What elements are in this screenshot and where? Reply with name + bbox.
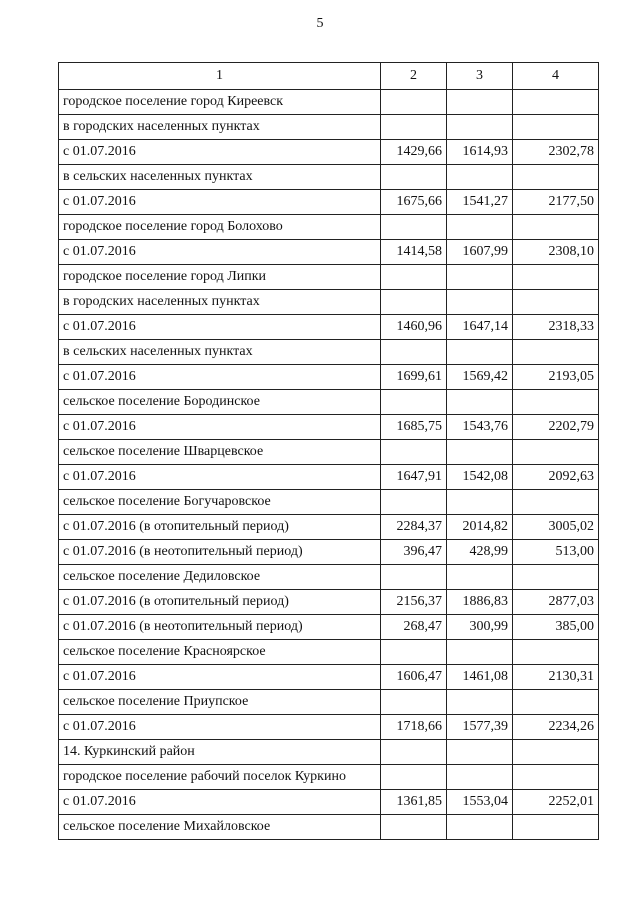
row-label-cell: с 01.07.2016 xyxy=(59,790,381,815)
value-cell-col4: 2252,01 xyxy=(513,790,599,815)
page-number: 5 xyxy=(316,16,324,31)
value-cell-col4 xyxy=(513,440,599,465)
value-cell-col4 xyxy=(513,340,599,365)
table-row xyxy=(59,215,599,240)
value-cell-col3: 1542,08 xyxy=(447,465,513,490)
value-cell-col4: 2092,63 xyxy=(513,465,599,490)
value-cell-col4 xyxy=(513,115,599,140)
row-label-cell: с 01.07.2016 xyxy=(59,315,381,340)
value-cell-col4 xyxy=(513,290,599,315)
row-label-cell: сельское поселение Красноярское xyxy=(59,640,381,665)
row-label-cell: с 01.07.2016 xyxy=(59,190,381,215)
value-cell-col3 xyxy=(447,215,513,240)
value-cell-col2: 1414,58 xyxy=(381,240,447,265)
value-cell-col4: 385,00 xyxy=(513,615,599,640)
table-row xyxy=(59,565,599,590)
value-cell-col4 xyxy=(513,740,599,765)
row-label-cell: городское поселение город Болохово xyxy=(59,215,381,240)
table-row xyxy=(59,265,599,290)
value-cell-col4: 2130,31 xyxy=(513,665,599,690)
value-cell-col2 xyxy=(381,765,447,790)
row-label-cell: с 01.07.2016 (в неотопительный период) xyxy=(59,540,381,565)
value-cell-col3 xyxy=(447,265,513,290)
value-cell-col2: 1718,66 xyxy=(381,715,447,740)
row-label-cell: городское поселение город Киреевск xyxy=(59,90,381,115)
row-label-cell: сельское поселение Богучаровское xyxy=(59,490,381,515)
value-cell-col2 xyxy=(381,815,447,840)
table-row xyxy=(59,765,599,790)
value-cell-col4 xyxy=(513,490,599,515)
table-row xyxy=(59,165,599,190)
value-cell-col2 xyxy=(381,290,447,315)
row-label-cell: сельское поселение Михайловское xyxy=(59,815,381,840)
table-row xyxy=(59,440,599,465)
tariff-table xyxy=(58,62,599,840)
table-row xyxy=(59,140,599,165)
value-cell-col2 xyxy=(381,215,447,240)
value-cell-col2: 1429,66 xyxy=(381,140,447,165)
value-cell-col3: 1614,93 xyxy=(447,140,513,165)
value-cell-col4: 513,00 xyxy=(513,540,599,565)
value-cell-col4: 2302,78 xyxy=(513,140,599,165)
value-cell-col2: 396,47 xyxy=(381,540,447,565)
row-label-cell: с 01.07.2016 xyxy=(59,365,381,390)
value-cell-col3: 300,99 xyxy=(447,615,513,640)
table-row xyxy=(59,540,599,565)
value-cell-col4 xyxy=(513,215,599,240)
value-cell-col4 xyxy=(513,265,599,290)
table-row xyxy=(59,290,599,315)
table-row xyxy=(59,415,599,440)
value-cell-col3: 1541,27 xyxy=(447,190,513,215)
table-row xyxy=(59,90,599,115)
value-cell-col2 xyxy=(381,565,447,590)
value-cell-col3: 428,99 xyxy=(447,540,513,565)
column-header-1: 1 xyxy=(59,63,381,90)
value-cell-col3 xyxy=(447,740,513,765)
row-label-cell: с 01.07.2016 xyxy=(59,465,381,490)
value-cell-col3: 1461,08 xyxy=(447,665,513,690)
value-cell-col4: 2177,50 xyxy=(513,190,599,215)
value-cell-col3 xyxy=(447,640,513,665)
row-label-cell: в сельских населенных пунктах xyxy=(59,340,381,365)
row-label-cell: в городских населенных пунктах xyxy=(59,290,381,315)
row-label-cell: с 01.07.2016 (в отопительный период) xyxy=(59,515,381,540)
value-cell-col2 xyxy=(381,340,447,365)
table-row xyxy=(59,115,599,140)
value-cell-col4 xyxy=(513,165,599,190)
value-cell-col3: 1647,14 xyxy=(447,315,513,340)
value-cell-col3 xyxy=(447,165,513,190)
table-row xyxy=(59,465,599,490)
row-label-cell: с 01.07.2016 xyxy=(59,665,381,690)
value-cell-col3: 2014,82 xyxy=(447,515,513,540)
table-row xyxy=(59,365,599,390)
table-body xyxy=(59,90,599,840)
value-cell-col2 xyxy=(381,740,447,765)
column-header-4: 4 xyxy=(513,63,599,90)
row-label-cell: городское поселение рабочий поселок Куркино xyxy=(59,765,381,790)
value-cell-col4 xyxy=(513,690,599,715)
value-cell-col2: 1361,85 xyxy=(381,790,447,815)
table-row xyxy=(59,390,599,415)
value-cell-col3 xyxy=(447,290,513,315)
value-cell-col2 xyxy=(381,115,447,140)
table-row xyxy=(59,340,599,365)
row-label-cell: сельское поселение Дедиловское xyxy=(59,565,381,590)
value-cell-col2: 1675,66 xyxy=(381,190,447,215)
value-cell-col2 xyxy=(381,390,447,415)
value-cell-col3 xyxy=(447,815,513,840)
table-row xyxy=(59,665,599,690)
table-row xyxy=(59,815,599,840)
value-cell-col3: 1553,04 xyxy=(447,790,513,815)
table-row xyxy=(59,490,599,515)
table-row xyxy=(59,515,599,540)
value-cell-col2 xyxy=(381,165,447,190)
value-cell-col2: 268,47 xyxy=(381,615,447,640)
table-row xyxy=(59,740,599,765)
value-cell-col4 xyxy=(513,765,599,790)
row-label-cell: с 01.07.2016 xyxy=(59,240,381,265)
table-row xyxy=(59,190,599,215)
value-cell-col4: 2877,03 xyxy=(513,590,599,615)
row-label-cell: с 01.07.2016 (в неотопительный период) xyxy=(59,615,381,640)
table-row xyxy=(59,790,599,815)
table-row xyxy=(59,615,599,640)
value-cell-col3 xyxy=(447,340,513,365)
value-cell-col4: 3005,02 xyxy=(513,515,599,540)
value-cell-col3: 1543,76 xyxy=(447,415,513,440)
table-row xyxy=(59,640,599,665)
value-cell-col3: 1569,42 xyxy=(447,365,513,390)
value-cell-col2: 1460,96 xyxy=(381,315,447,340)
row-label-cell: городское поселение город Липки xyxy=(59,265,381,290)
value-cell-col3 xyxy=(447,690,513,715)
value-cell-col4: 2202,79 xyxy=(513,415,599,440)
table-row xyxy=(59,240,599,265)
table-row xyxy=(59,590,599,615)
table-row xyxy=(59,690,599,715)
value-cell-col4 xyxy=(513,565,599,590)
value-cell-col3 xyxy=(447,390,513,415)
value-cell-col3 xyxy=(447,90,513,115)
column-header-2: 2 xyxy=(381,63,447,90)
table-row xyxy=(59,715,599,740)
value-cell-col3: 1607,99 xyxy=(447,240,513,265)
value-cell-col2 xyxy=(381,690,447,715)
value-cell-col2: 1647,91 xyxy=(381,465,447,490)
row-label-cell: с 01.07.2016 xyxy=(59,140,381,165)
value-cell-col3: 1577,39 xyxy=(447,715,513,740)
row-label-cell: в сельских населенных пунктах xyxy=(59,165,381,190)
value-cell-col2 xyxy=(381,640,447,665)
value-cell-col2: 2284,37 xyxy=(381,515,447,540)
table-row xyxy=(59,315,599,340)
value-cell-col4: 2234,26 xyxy=(513,715,599,740)
row-label-cell: сельское поселение Бородинское xyxy=(59,390,381,415)
value-cell-col4: 2193,05 xyxy=(513,365,599,390)
row-label-cell: с 01.07.2016 (в отопительный период) xyxy=(59,590,381,615)
value-cell-col3 xyxy=(447,115,513,140)
value-cell-col2: 1606,47 xyxy=(381,665,447,690)
value-cell-col3 xyxy=(447,490,513,515)
value-cell-col3 xyxy=(447,565,513,590)
value-cell-col4: 2308,10 xyxy=(513,240,599,265)
value-cell-col2: 1699,61 xyxy=(381,365,447,390)
row-label-cell: сельское поселение Шварцевское xyxy=(59,440,381,465)
value-cell-col3 xyxy=(447,765,513,790)
value-cell-col2 xyxy=(381,265,447,290)
value-cell-col4 xyxy=(513,390,599,415)
value-cell-col2: 1685,75 xyxy=(381,415,447,440)
value-cell-col3 xyxy=(447,440,513,465)
value-cell-col4 xyxy=(513,640,599,665)
value-cell-col4 xyxy=(513,90,599,115)
value-cell-col4 xyxy=(513,815,599,840)
value-cell-col2 xyxy=(381,490,447,515)
row-label-cell: с 01.07.2016 xyxy=(59,415,381,440)
value-cell-col2: 2156,37 xyxy=(381,590,447,615)
row-label-cell: в городских населенных пунктах xyxy=(59,115,381,140)
value-cell-col2 xyxy=(381,440,447,465)
value-cell-col4: 2318,33 xyxy=(513,315,599,340)
value-cell-col3: 1886,83 xyxy=(447,590,513,615)
value-cell-col2 xyxy=(381,90,447,115)
row-label-cell: сельское поселение Приупское xyxy=(59,690,381,715)
table-header-row xyxy=(59,63,599,90)
row-label-cell: с 01.07.2016 xyxy=(59,715,381,740)
column-header-3: 3 xyxy=(447,63,513,90)
row-label-cell: 14. Куркинский район xyxy=(59,740,381,765)
